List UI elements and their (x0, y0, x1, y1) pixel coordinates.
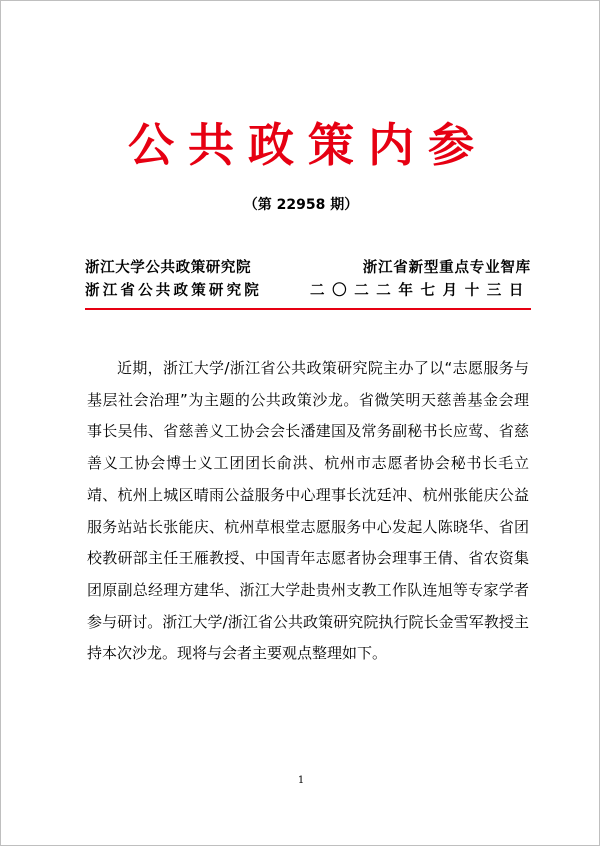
page-number: 1 (297, 775, 305, 786)
co-issuer-name: 浙江省公共政策研究院 (85, 283, 262, 299)
issue-number: （第 22958 期） (243, 197, 359, 213)
header-row-2 (85, 280, 531, 302)
issuer-name: 浙江大学公共政策研究院 (85, 260, 252, 276)
header-row-1 (85, 257, 531, 279)
header-divider (85, 308, 531, 310)
masthead-title: 公共政策内参 (128, 118, 488, 172)
issue-date: 二〇二二年七月十三日 (310, 283, 531, 299)
think-tank-label: 浙江省新型重点专业智库 (362, 260, 531, 276)
body-paragraph: 近期，浙江大学/浙江省公共政策研究院主办了以“志愿服务与基层社会治理”为主题的公共政策沙龙。省微笑明天慈善基金会理事长吴伟、省慈善义工协会会长潘建国及常务副秘书长应莺、省慈善义工协会博士义工团团长俞洪、杭州市志愿者协会秘书长毛立靖、杭州上城区晴雨公益服务中心理事长沈廷冲、杭州张能庆公益服务站站长张能庆、杭州草根堂志愿服务中心发起人陈晓华、省团校教研部主任王雁教授、中国青年志愿者协会理事王倩、省农资集团原副总经理方建华、浙江大学赴贵州支教工作队连旭等专家学者参与研讨。浙江大学/浙江省公共政策研究院执行院长金雪军教授主持本次沙龙。现将与会者主要观点整理如下。 (87, 359, 529, 663)
